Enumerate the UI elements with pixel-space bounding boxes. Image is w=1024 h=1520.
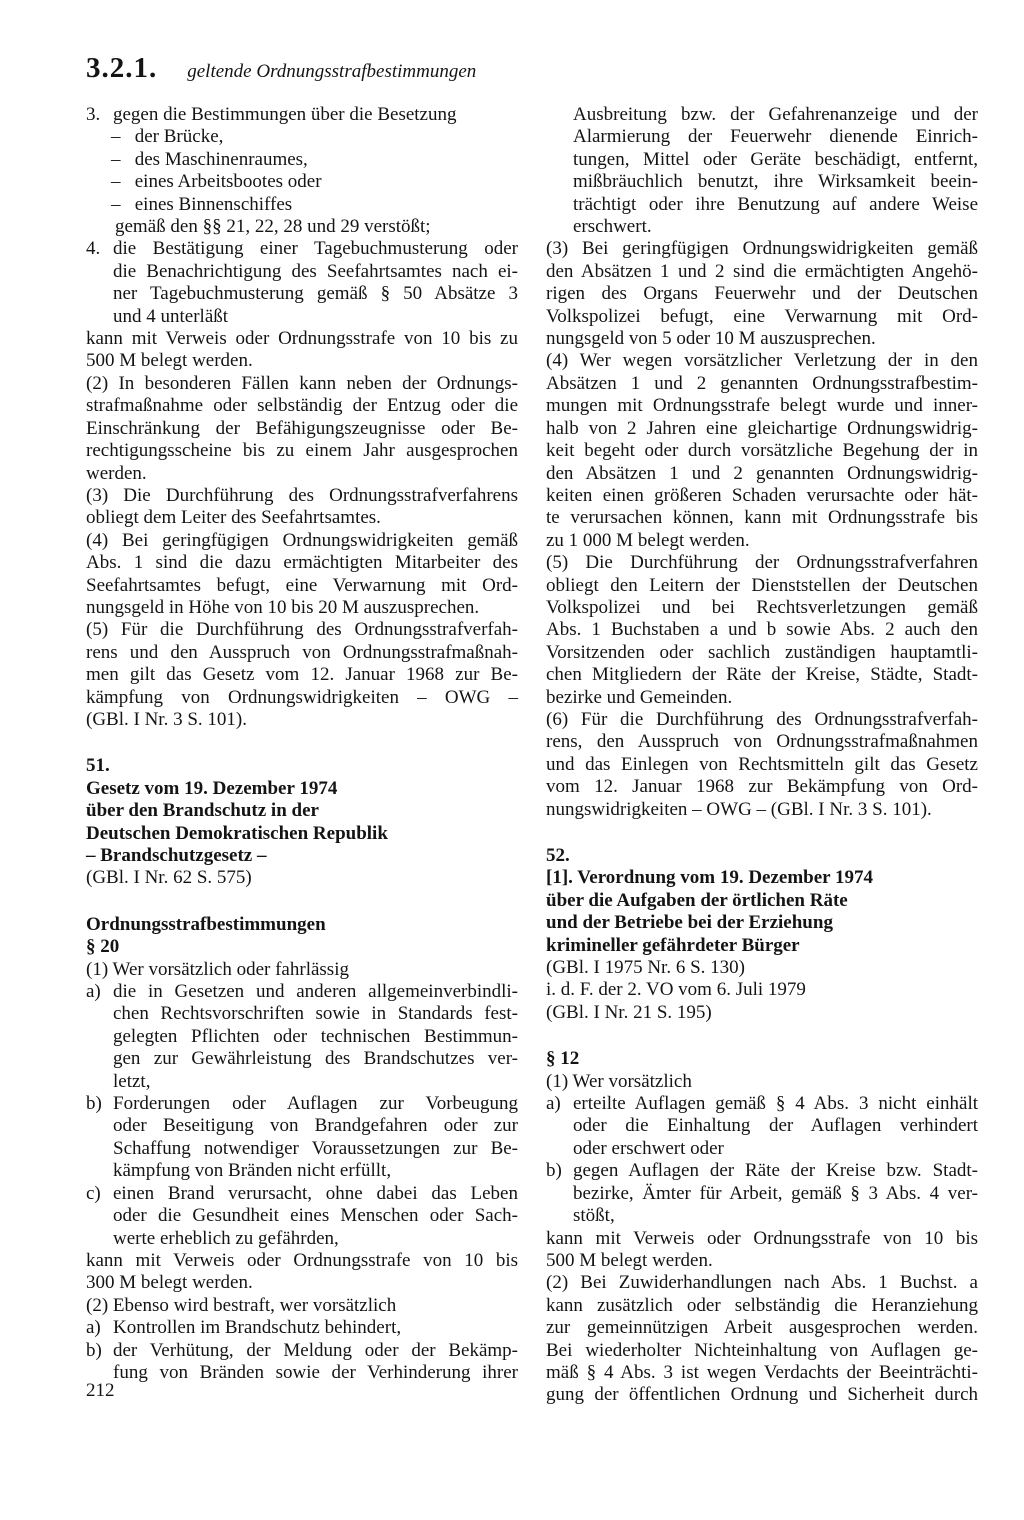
line: chen Mitgliedern der Räte der Kreise, Städte, Stadt- bbox=[546, 664, 978, 686]
line: strafmaßnahme oder selbständig der Entzug oder die bbox=[86, 395, 518, 417]
list-item-2b bbox=[86, 1340, 518, 1385]
line: die Bestätigung einer Tagebuchmusterung oder bbox=[113, 238, 518, 260]
line: rigen des Organs Feuerwehr und der Deutschen bbox=[546, 283, 978, 305]
line: Bei wiederholter Nichteinhaltung von Auflagen ge- bbox=[546, 1339, 978, 1361]
line: und 4 unterläßt bbox=[113, 305, 229, 327]
line: (4) Bei geringfügigen Ordnungswidrigkeiten gemäß bbox=[86, 529, 518, 551]
line: vom 12. Januar 1968 zur Bekämpfung von Ord- bbox=[546, 776, 978, 798]
paragraph-3 bbox=[546, 238, 978, 350]
item-marker: b) bbox=[546, 1160, 562, 1182]
law-number: 51. bbox=[86, 755, 110, 777]
law-title-line: Deutschen Demokratischen Republik bbox=[86, 822, 388, 844]
line: (5) Die Durchführung der Ordnungsstrafverfahren bbox=[546, 552, 978, 574]
line: Volkspolizei und bei Rechtsverletzungen gemäß bbox=[546, 596, 978, 618]
law-title-line: krimineller gefährdeter Bürger bbox=[546, 934, 800, 956]
sanction-line: kann mit Verweis oder Ordnungsstrafe von 10 bis bbox=[86, 1249, 518, 1271]
line: chen Rechtsvorschriften sowie in Standards fest- bbox=[113, 1003, 518, 1025]
line: oder die Einhaltung der Auflagen verhindert bbox=[573, 1115, 978, 1137]
paragraph-3 bbox=[86, 485, 518, 530]
line: mungen mit Ordnungsstrafe belegt wurde und inner- bbox=[546, 395, 978, 417]
section-title: geltende Ordnungsstrafbestimmungen bbox=[187, 61, 477, 82]
paragraph-line: (1) Wer vorsätzlich bbox=[546, 1070, 692, 1092]
line: einen Brand verursacht, ohne dabei das Leben bbox=[113, 1182, 518, 1204]
line: Abs. 1 sind die dazu ermächtigten Mitarbeiter des bbox=[86, 552, 518, 574]
line: Absätzen 1 und 2 genannten Ordnungsstrafbestim- bbox=[546, 372, 978, 394]
list-item-3 bbox=[86, 104, 518, 126]
paragraph-2 bbox=[546, 1272, 978, 1406]
line: die in Gesetzen und anderen allgemeinverbindli- bbox=[113, 981, 518, 1003]
left-column bbox=[86, 104, 518, 1384]
item3-lead: gegen die Bestimmungen über die Besetzung bbox=[113, 104, 457, 125]
line: tungen, Mittel oder Geräte beschädigt, entfernt, bbox=[573, 148, 978, 170]
paragraph-5 bbox=[546, 552, 978, 709]
line: gelegten Pflichten oder technischen Bestimmun- bbox=[113, 1025, 518, 1047]
running-header bbox=[86, 52, 476, 96]
paragraph-2 bbox=[86, 373, 518, 485]
item-marker: 4. bbox=[86, 238, 101, 260]
sanction-line: kann mit Verweis oder Ordnungsstrafe von 10 bis bbox=[546, 1227, 978, 1249]
paragraph-5 bbox=[86, 619, 518, 731]
section-number: 3.2.1. bbox=[86, 52, 158, 84]
law-source: (GBl. I Nr. 62 S. 575) bbox=[86, 867, 252, 889]
line: Schaffung notwendiger Voraussetzungen zur Be- bbox=[113, 1137, 518, 1159]
law-source: i. d. F. der 2. VO vom 6. Juli 1979 bbox=[546, 979, 806, 1001]
page-number: 212 bbox=[86, 1380, 115, 1401]
line: Ausbreitung bzw. der Gefahrenanzeige und der bbox=[573, 104, 978, 125]
item3-tail: gemäß den §§ 21, 22, 28 und 29 verstößt; bbox=[115, 216, 431, 238]
line: gen zur Gewährleistung des Brandschutzes ver- bbox=[113, 1048, 518, 1070]
dash-list bbox=[86, 126, 518, 216]
line: (GBl. I Nr. 3 S. 101). bbox=[86, 708, 247, 730]
line: obliegt dem Leiter des Seefahrtsamtes. bbox=[86, 507, 381, 529]
subheading: Ordnungsstrafbestimmungen bbox=[86, 913, 326, 935]
line: kämpfung von Bränden nicht erfüllt, bbox=[113, 1160, 392, 1182]
law-title-line: und der Betriebe bei der Erziehung bbox=[546, 912, 833, 934]
line: men gilt das Gesetz vom 12. Januar 1968 zur Be- bbox=[86, 664, 518, 686]
sanction-line: kann mit Verweis oder Ordnungsstrafe von 10 bis zu bbox=[86, 328, 518, 350]
line: (2) Bei Zuwiderhandlungen nach Abs. 1 Buchst. a bbox=[546, 1272, 978, 1294]
item4-text bbox=[113, 238, 518, 328]
line: ner Tagebuchmusterung gemäß § 50 Absätze 3 bbox=[113, 283, 518, 305]
dash-marker: – bbox=[111, 193, 121, 215]
line: letzt, bbox=[113, 1070, 151, 1092]
list-item-b bbox=[86, 1093, 518, 1183]
law-number: 52. bbox=[546, 845, 570, 866]
line: Alarmierung der Feuerwehr dienende Einrich- bbox=[573, 126, 978, 148]
line: te verursachen können, kann mit Ordnungsstrafe bis bbox=[546, 507, 978, 529]
line: den Absätzen 1 und 2 sind die ermächtigten Angehö- bbox=[546, 260, 978, 282]
line: keiten einen größeren Schaden verursachte oder hät- bbox=[546, 484, 978, 506]
paragraph-line: (1) Wer vorsätzlich oder fahrlässig bbox=[86, 958, 349, 980]
line: zur gemeinnützigen Arbeit ausgesprochen werden. bbox=[546, 1317, 978, 1339]
paragraph-4 bbox=[86, 530, 518, 620]
law-title-line: – Brandschutzgesetz – bbox=[86, 845, 267, 866]
line: Seefahrtsamtes befugt, eine Verwarnung mit Ord- bbox=[86, 574, 518, 596]
dash-item: des Maschinenraumes, bbox=[134, 148, 308, 170]
sanction-line: 500 M belegt werden. bbox=[546, 1249, 713, 1271]
dash-marker: – bbox=[111, 171, 121, 193]
line: oder Beseitigung von Brandgefahren oder zur bbox=[113, 1115, 518, 1137]
line: (6) Für die Durchführung des Ordnungsstrafverfah- bbox=[546, 708, 978, 730]
item-marker: a) bbox=[546, 1093, 561, 1115]
line: mißbräuchlich benutzt, ihre Wirksamkeit beein- bbox=[573, 171, 978, 193]
item-marker: a) bbox=[86, 981, 101, 1003]
line: Forderungen oder Auflagen zur Vorbeugung bbox=[113, 1093, 518, 1115]
sanction-line: 500 M belegt werden. bbox=[86, 350, 253, 372]
section-heading: § 20 bbox=[86, 936, 120, 958]
line: keit begeht oder durch vorsätzliche Begehung der in bbox=[546, 440, 978, 462]
right-column bbox=[546, 104, 978, 1407]
line: und das Einlegen von Rechtsmitteln gilt das Gesetz bbox=[546, 753, 978, 775]
line: kann zusätzlich oder selbständig die Heranziehung bbox=[546, 1294, 978, 1316]
line: Abs. 1 Buchstaben a und b sowie Abs. 2 auch den bbox=[546, 619, 978, 641]
list-item-a bbox=[86, 981, 518, 1093]
dash-item: eines Binnenschiffes bbox=[134, 193, 293, 215]
continuation bbox=[546, 104, 978, 238]
line: stößt, bbox=[573, 1205, 615, 1227]
dash-marker: – bbox=[111, 126, 121, 148]
line: rens, den Ausspruch von Ordnungsstrafmaßnahmen bbox=[546, 731, 978, 753]
line: Einschränkung der Befähigungszeugnisse oder Be- bbox=[86, 417, 518, 439]
law-title-line: über die Aufgaben der örtlichen Räte bbox=[546, 889, 848, 911]
line: bezirke und Gemeinden. bbox=[546, 686, 733, 708]
line: nungsgeld in Höhe von 10 bis 20 M auszusprechen. bbox=[86, 596, 480, 618]
sanction-line: 300 M belegt werden. bbox=[86, 1272, 253, 1294]
item-marker: c) bbox=[86, 1182, 101, 1204]
line: (5) Für die Durchführung des Ordnungsstrafverfah- bbox=[86, 619, 518, 641]
line: kämpfung von Ordnungswidrigkeiten – OWG – bbox=[86, 686, 518, 708]
line: Kontrollen im Brandschutz behindert, bbox=[113, 1317, 402, 1339]
dash-item: eines Arbeitsbootes oder bbox=[134, 171, 322, 193]
law-title-line: Gesetz vom 19. Dezember 1974 bbox=[86, 777, 338, 799]
line: der Verhütung, der Meldung oder der Bekämp- bbox=[113, 1339, 518, 1361]
line: (4) Wer wegen vorsätzlicher Verletzung der in den bbox=[546, 350, 978, 372]
list-item-b bbox=[546, 1160, 978, 1227]
line: trächtigt oder ihre Benutzung auf andere Weise bbox=[573, 193, 978, 215]
dash-item: der Brücke, bbox=[134, 126, 224, 148]
line: oder erschwert oder bbox=[573, 1137, 724, 1159]
line: erschwert. bbox=[573, 216, 652, 238]
item-marker: b) bbox=[86, 1339, 102, 1361]
line: (3) Die Durchführung des Ordnungsstrafverfahrens bbox=[86, 484, 518, 506]
paragraph-4 bbox=[546, 350, 978, 552]
list-item-2a bbox=[86, 1317, 518, 1339]
paragraph-line: (2) Ebenso wird bestraft, wer vorsätzlich bbox=[86, 1294, 397, 1316]
law-source: (GBl. I Nr. 21 S. 195) bbox=[546, 1001, 712, 1023]
item-marker: 3. bbox=[86, 104, 101, 125]
line: gung der öffentlichen Ordnung und Sicherheit durch bbox=[546, 1384, 978, 1406]
line: rechtigungsscheine bis zu einem Jahr ausgesprochen bbox=[86, 440, 518, 462]
line: werte erheblich zu gefährden, bbox=[113, 1227, 339, 1249]
line: gegen Auflagen der Räte der Kreise bzw. Stadt- bbox=[573, 1160, 978, 1182]
line: die Benachrichtigung des Seefahrtsamtes nach ei- bbox=[113, 260, 518, 282]
line: nungsgeld von 5 oder 10 M auszusprechen. bbox=[546, 328, 876, 350]
list-item-4 bbox=[86, 238, 518, 328]
line: fung von Bränden sowie der Verhinderung ihrer bbox=[113, 1361, 518, 1383]
line: bezirke, Ämter für Arbeit, gemäß § 3 Abs. 4 ver- bbox=[573, 1182, 978, 1204]
line: obliegt den Leitern der Dienststellen der Deutschen bbox=[546, 574, 978, 596]
list-item-a bbox=[546, 1093, 978, 1160]
list-item-c bbox=[86, 1183, 518, 1250]
law-source: (GBl. I 1975 Nr. 6 S. 130) bbox=[546, 957, 745, 979]
line: Vorsitzenden oder sachlich zuständigen hauptamtli- bbox=[546, 641, 978, 663]
line: erteilte Auflagen gemäß § 4 Abs. 3 nicht einhält bbox=[573, 1093, 978, 1115]
line: halb von 2 Jahren eine gleichartige Ordnungswidrig- bbox=[546, 417, 978, 439]
line: nungswidrigkeiten – OWG – (GBl. I Nr. 3 S. 101). bbox=[546, 798, 932, 820]
law-title-line: über den Brandschutz in der bbox=[86, 800, 319, 822]
line: zu 1 000 M belegt werden. bbox=[546, 529, 750, 551]
item-marker: b) bbox=[86, 1093, 102, 1115]
line: oder die Gesundheit eines Menschen oder Sach- bbox=[113, 1205, 518, 1227]
line: (3) Bei geringfügigen Ordnungswidrigkeiten gemäß bbox=[546, 238, 978, 260]
line: werden. bbox=[86, 462, 147, 484]
section-heading: § 12 bbox=[546, 1048, 580, 1070]
line: Volkspolizei befugt, eine Verwarnung mit Ord- bbox=[546, 305, 978, 327]
paragraph-6 bbox=[546, 709, 978, 821]
dash-marker: – bbox=[111, 148, 121, 170]
line: mäß § 4 Abs. 3 ist wegen Verdachts der Beeinträchti- bbox=[546, 1361, 978, 1383]
line: den Absätzen 1 und 2 genannten Ordnungswidrig- bbox=[546, 462, 978, 484]
line: rens und den Ausspruch von Ordnungsstrafmaßnah- bbox=[86, 641, 518, 663]
line: (2) In besonderen Fällen kann neben der Ordnungs- bbox=[86, 372, 518, 394]
item-marker: a) bbox=[86, 1317, 101, 1339]
law-title-line: [1]. Verordnung vom 19. Dezember 1974 bbox=[546, 867, 874, 889]
